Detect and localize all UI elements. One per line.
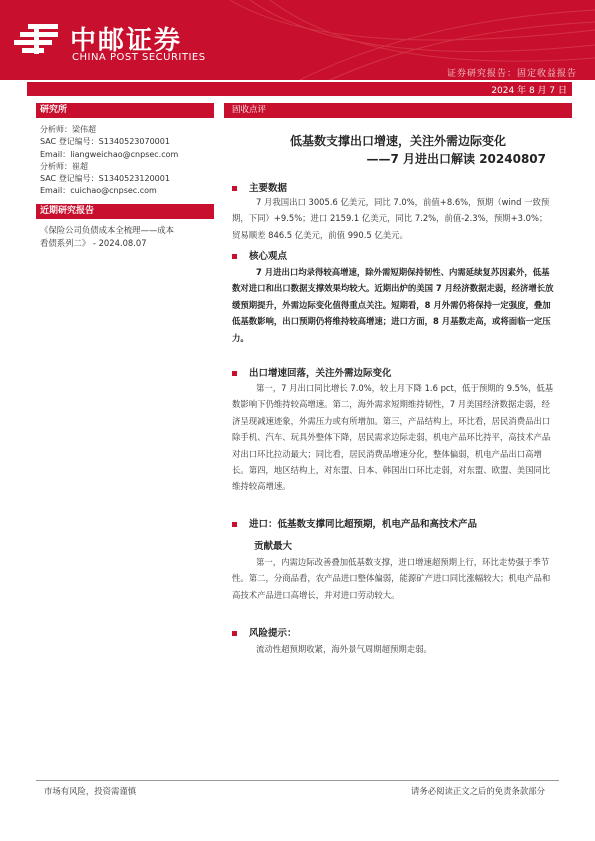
analyst-email[interactable]: Email：liangweichao@cnpsec.com	[40, 149, 179, 159]
analyst-line: 分析师：崔超	[40, 161, 88, 171]
brand-name-cn: 中邮证券	[70, 26, 183, 56]
section-heading: 风险提示：	[232, 625, 297, 639]
section-heading: 主要数据	[232, 180, 287, 194]
date-bar	[27, 82, 572, 96]
research-label: 研究所	[36, 103, 214, 118]
report-title: 低基数支撑出口增速，关注外需边际变化	[289, 134, 506, 148]
sidebar	[36, 103, 214, 250]
report-subtitle: ——7 月进出口解读 20240807	[366, 152, 546, 166]
section-paragraph: 流动性超预期收紧，海外景气周期超预期走弱。	[256, 644, 432, 654]
report-header	[0, 0, 595, 80]
section-paragraph: 7 月我国出口 3005.6 亿美元，同比 7.0%，前值+8.6%，预期（wind 一致预期，下同）+9.5%；进口 2159.1 亿美元，同比 7.2%，前值-2.3%，预期+3.0%；贸易顺差 846.5 亿美元，前值 990.5 亿美元。	[232, 197, 550, 240]
china-post-logo-icon	[14, 22, 60, 56]
section-heading: 核心观点	[232, 248, 287, 262]
report-date: 2024 年 8 月 7 日	[491, 86, 567, 96]
brand-name-en: CHINA POST SECURITIES	[72, 52, 206, 63]
analyst-list	[36, 118, 214, 198]
analyst-email[interactable]: Email：cuichao@cnpsec.com	[40, 186, 157, 196]
analyst-line: SAC 登记编号：S1340523120001	[40, 174, 170, 184]
section-paragraph: 第一，7 月出口同比增长 7.0%，较上月下降 1.6 pct，低于预期的 9.5%，低基数影响下仍维持较高增速。第二，海外需求短期维持韧性，7 月美国经济数据走弱，经济呈现减速迹象，外需压力或有所增加。第三，产品结构上，环比看，居民消费品出口除手机、汽车、玩具外整体下降，居民需求边际走弱，机电产品环比持平，高技术产品对出口环比拉动最大；同比看，居民消费品增速分化，整体偏弱，机电产品出口高增长。第四，地区结构上，对东盟、日本、韩国出口环比走弱，对东盟、欧盟、美国同比维持较高增速。	[232, 383, 554, 492]
analyst-line: SAC 登记编号：S1340523070001	[40, 137, 170, 147]
section-heading: 出口增速回落，关注外需边际变化	[232, 365, 392, 379]
section-paragraph: 第一，内需边际改善叠加低基数支撑，进口增速超预期上行，环比走势强于季节性。第二，分商品看，农产品进口整体偏弱，能源矿产进口同比涨幅较大；机电产品和高技术产品进口高增长，并对进口劳动较大。	[232, 557, 551, 600]
recent-report-line: 《保险公司负债成本全梳理——成本	[40, 224, 174, 235]
section-heading: 进口：低基数支撑同比超预期，机电产品和高技术产品	[232, 516, 477, 530]
bullet-icon	[232, 522, 237, 527]
report-category-tag: 固收点评	[224, 103, 572, 118]
main-content	[224, 103, 572, 168]
analyst-line: 分析师：梁伟超	[40, 125, 96, 134]
bullet-icon	[232, 186, 237, 191]
recent-reports-label: 近期研究报告	[36, 204, 214, 219]
footer-disclaimer: 请务必阅读正文之后的免责条款部分	[411, 786, 545, 796]
section-heading-continued: 贡献最大	[254, 541, 293, 552]
footer-risk-note: 市场有风险，投资需谨慎	[44, 786, 137, 796]
recent-report-line: 看债系列二》 - 2024.08.07	[40, 237, 147, 248]
recent-report-item[interactable]	[36, 219, 214, 250]
bullet-icon	[232, 371, 237, 376]
bullet-icon	[232, 631, 237, 636]
report-type: 证券研究报告：固定收益报告	[446, 69, 577, 79]
bullet-icon	[232, 254, 237, 259]
section-paragraph: 7 月进出口均录得较高增速，除外需短期保持韧性、内需延续复苏因素外，低基数对进口和出口数据支撑效果均较大。近期出炉的美国 7 月经济数据走弱，经济增长放缓预期提升，外需边际变化值得重点关注。短期看，8 月外需仍将保持一定强度，叠加低基数影响，出口预期仍将维持较高增速；进口方面，8 月基数走高，或将面临一定压力。	[232, 267, 554, 343]
footer-divider	[36, 780, 559, 781]
